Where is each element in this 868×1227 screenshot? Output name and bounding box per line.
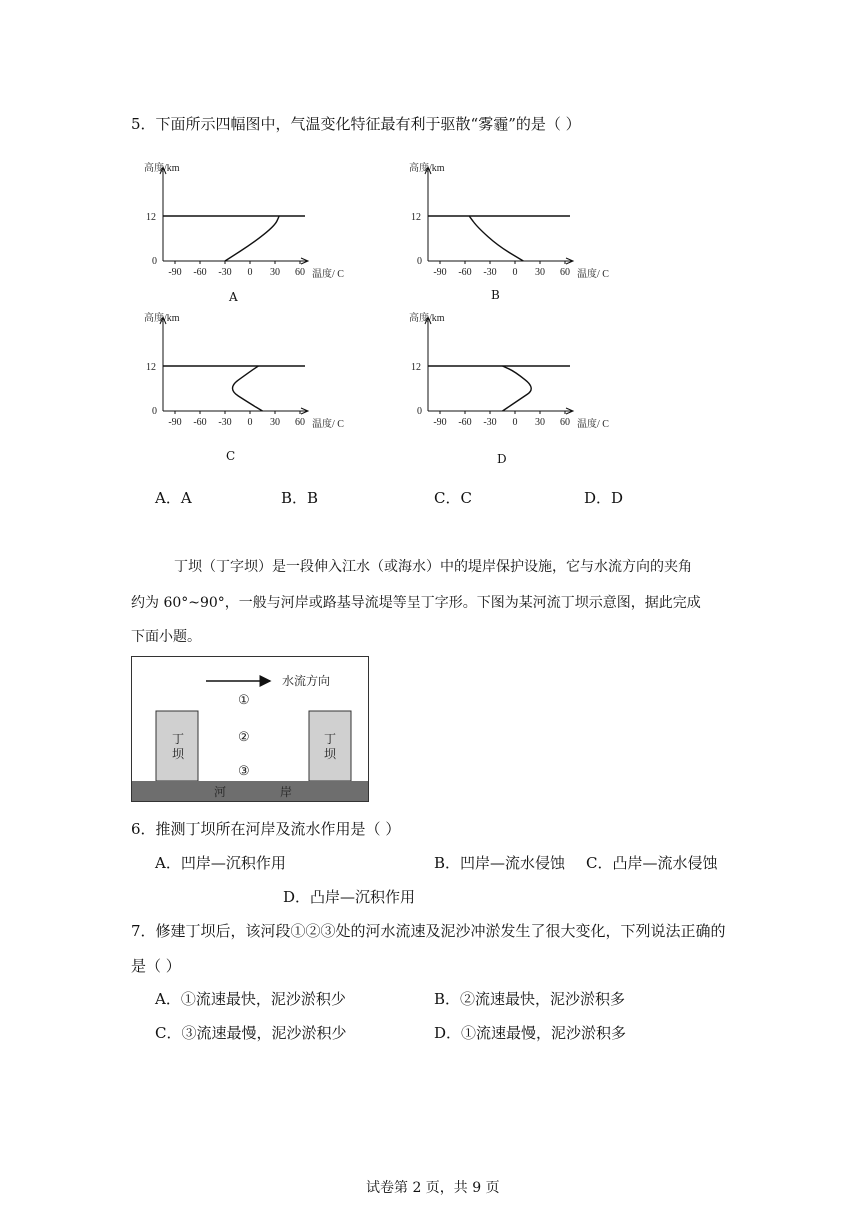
x-tick-label: 30 xyxy=(270,417,280,428)
q6-option-d[interactable]: D．凸岸—沉积作用 xyxy=(283,888,416,906)
x-tick-label: 0 xyxy=(247,267,253,278)
x-tick-label: 60 xyxy=(295,417,305,428)
intro-line-1: 丁坝（丁字坝）是一段伸入江水（或海水）中的堤岸保护设施，它与水流方向的夹角 xyxy=(174,559,692,575)
q5-option-b[interactable]: B．B xyxy=(281,489,319,507)
x-tick-label: -30 xyxy=(483,417,497,428)
x-tick-label: -90 xyxy=(168,417,182,428)
q5-option-d[interactable]: D．D xyxy=(584,489,624,507)
y-tick-label: 12 xyxy=(146,362,156,373)
x-tick-label: 60 xyxy=(560,267,570,278)
groyne-left-label-bottom: 坝 xyxy=(172,747,185,761)
intro-line-2: 约为 60°~90°，一般与河岸或路基导流堤等呈丁字形。下图为某河流丁坝示意图，据此完成 xyxy=(131,595,701,611)
x-tick-label: -90 xyxy=(433,417,447,428)
temperature-curve xyxy=(233,366,263,411)
panel-label-a: A xyxy=(229,290,238,304)
x-tick-label: -60 xyxy=(458,417,472,428)
groyne-right xyxy=(309,711,351,781)
page-footer: 试卷第 2 页，共 9 页 xyxy=(366,1180,500,1196)
x-axis-label: 温度/ C xyxy=(312,419,344,430)
q5-chart-c xyxy=(130,305,370,474)
panel-label-c: C xyxy=(226,449,236,463)
y-axis-label: 高度/km xyxy=(144,163,180,174)
groyne-left xyxy=(156,711,198,781)
x-axis-label: 温度/ C xyxy=(312,269,344,280)
y-tick-label: 12 xyxy=(411,362,421,373)
temperature-curve xyxy=(469,216,523,261)
marker-1: ① xyxy=(238,693,250,708)
marker-3: ③ xyxy=(238,764,250,779)
x-tick-label: -30 xyxy=(218,267,232,278)
y-axis-label: 高度/km xyxy=(409,163,445,174)
chart-svg-a xyxy=(130,155,370,315)
chart-svg-d xyxy=(395,305,635,470)
q7-stem-line-1: 7．修建丁坝后，该河段①②③处的河水流速及泥沙冲淤发生了很大变化，下列说法正确的 xyxy=(131,922,726,940)
x-tick-label: -60 xyxy=(458,267,472,278)
y-tick-label: 0 xyxy=(152,256,157,267)
groyne-right-label-top: 丁 xyxy=(324,732,337,746)
x-axis-label: 温度/ C xyxy=(577,269,609,280)
x-tick-label: 60 xyxy=(560,417,570,428)
q5-chart-a xyxy=(130,155,370,319)
q5-chart-d xyxy=(395,305,635,474)
q6-option-b[interactable]: B．凹岸—流水侵蚀 xyxy=(434,854,566,872)
q5-option-c[interactable]: C．C xyxy=(434,489,472,507)
intro-line-3: 下面小题。 xyxy=(131,629,201,645)
x-tick-label: 60 xyxy=(295,267,305,278)
q5-stem: 5．下面所示四幅图中，气温变化特征最有利于驱散“雾霾”的是（ ） xyxy=(131,115,581,133)
x-tick-label: 30 xyxy=(270,267,280,278)
q5-chart-b xyxy=(395,155,635,319)
y-tick-label: 12 xyxy=(146,212,156,223)
x-tick-label: -60 xyxy=(193,267,207,278)
temperature-curve xyxy=(225,216,279,261)
x-tick-label: 30 xyxy=(535,267,545,278)
y-axis-label: 高度/km xyxy=(144,313,180,324)
q7-option-b[interactable]: B．②流速最快，泥沙淤积多 xyxy=(434,990,626,1008)
q5-option-a[interactable]: A．A xyxy=(155,489,192,507)
x-tick-label: -30 xyxy=(218,417,232,428)
bank-label-left: 河 xyxy=(214,785,227,799)
q7-option-d[interactable]: D．①流速最慢，泥沙淤积多 xyxy=(434,1024,627,1042)
marker-2: ② xyxy=(238,730,250,745)
x-tick-label: 0 xyxy=(512,417,518,428)
temperature-curve xyxy=(503,366,532,411)
x-tick-label: -60 xyxy=(193,417,207,428)
y-tick-label: 0 xyxy=(417,406,422,417)
x-axis-label: 温度/ C xyxy=(577,419,609,430)
x-tick-label: 0 xyxy=(247,417,253,428)
groyne-diagram xyxy=(131,656,369,802)
bank-label-right: 岸 xyxy=(280,785,293,799)
q6-option-c[interactable]: C．凸岸—流水侵蚀 xyxy=(586,854,718,872)
groyne-left-label-top: 丁 xyxy=(172,732,185,746)
panel-label-d: D xyxy=(497,452,507,466)
x-tick-label: 30 xyxy=(535,417,545,428)
q6-option-a[interactable]: A．凹岸—沉积作用 xyxy=(155,854,286,872)
river-bank xyxy=(132,781,368,801)
x-tick-label: 0 xyxy=(512,267,518,278)
chart-svg-b xyxy=(395,155,635,315)
panel-label-b: B xyxy=(491,288,500,302)
x-tick-label: -90 xyxy=(168,267,182,278)
x-tick-label: -90 xyxy=(433,267,447,278)
y-tick-label: 0 xyxy=(152,406,157,417)
x-tick-label: -30 xyxy=(483,267,497,278)
y-axis-label: 高度/km xyxy=(409,313,445,324)
q7-stem-line-2: 是（ ） xyxy=(131,957,181,975)
chart-svg-c xyxy=(130,305,370,470)
flow-label: 水流方向 xyxy=(282,674,331,688)
q7-option-a[interactable]: A．①流速最快，泥沙淤积少 xyxy=(155,990,346,1008)
groyne-right-label-bottom: 坝 xyxy=(324,747,337,761)
y-tick-label: 12 xyxy=(411,212,421,223)
y-tick-label: 0 xyxy=(417,256,422,267)
q6-stem: 6．推测丁坝所在河岸及流水作用是（ ） xyxy=(131,820,401,838)
q7-option-c[interactable]: C．③流速最慢，泥沙淤积少 xyxy=(155,1024,347,1042)
